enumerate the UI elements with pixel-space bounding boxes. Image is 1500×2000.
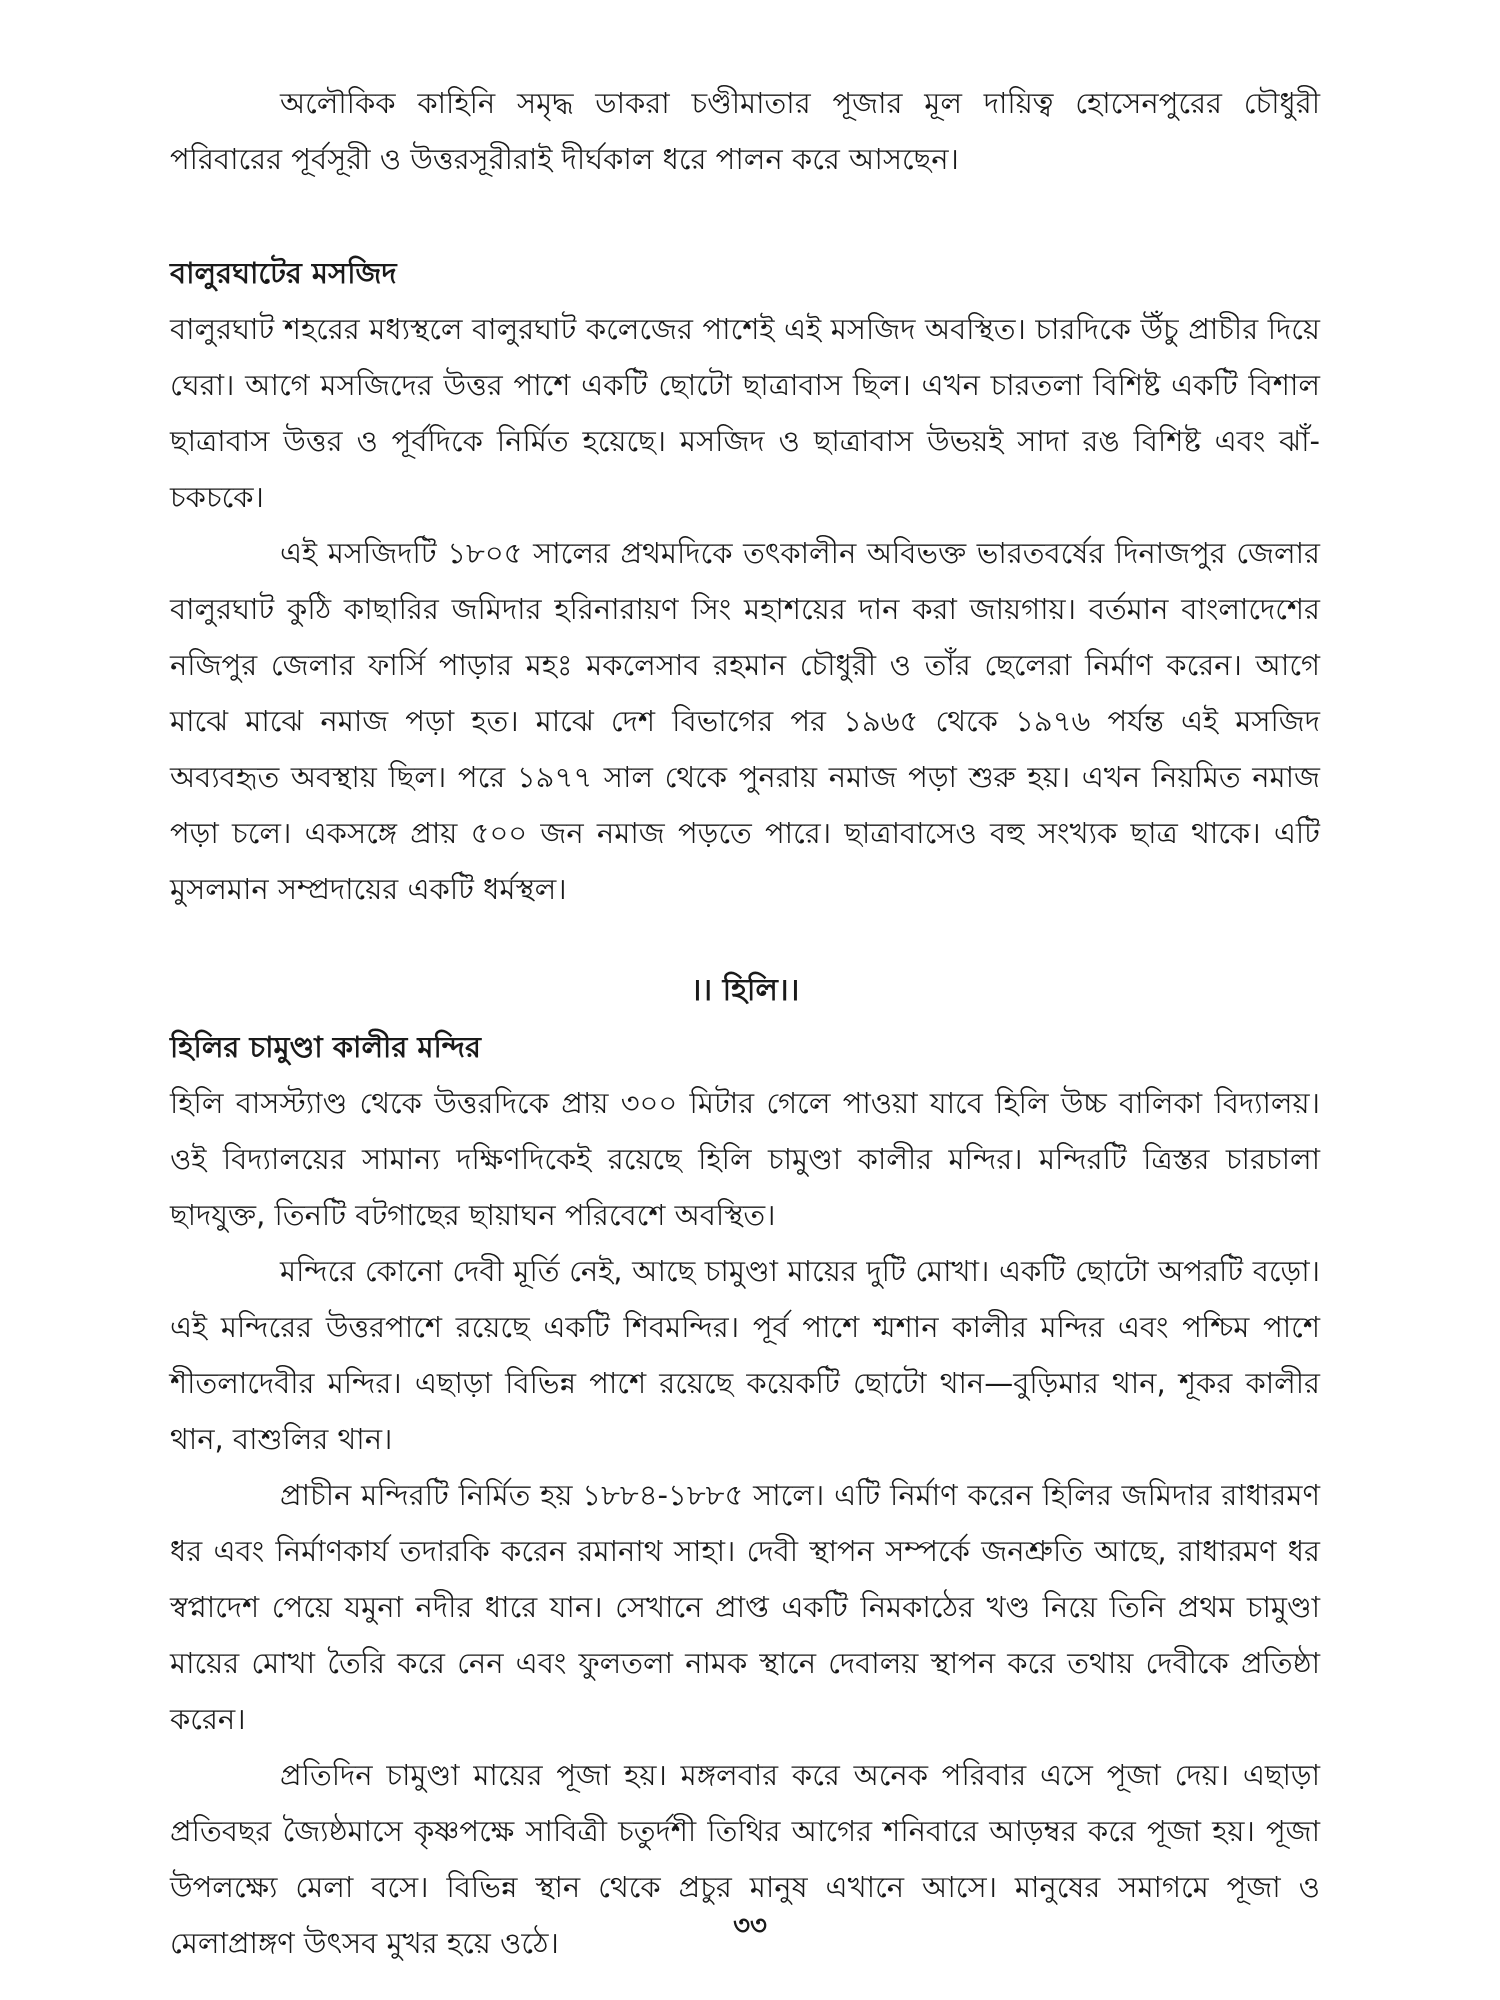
temple-paragraph-2: মন্দিরে কোনো দেবী মূর্তি নেই, আছে চামুণ্ডা মায়ের দুটি মোখা। একটি ছোটো অপরটি বড়ো। এই মন্দিরের উত্তরপাশে রয়েছে একটি শিবমন্দির। পূর্ব পাশে শ্মশান কালীর মন্দির এবং পশ্চিম পাশে শীতলাদেবীর মন্দির। এছাড়া বিভিন্ন পাশে রয়েছে কয়েকটি ছোটো থান—বুড়িমার থান, শূকর কালীর থান, বাশুলির থান। <box>170 1254 1320 1456</box>
page-content <box>170 75 1320 1971</box>
intro-paragraph: অলৌকিক কাহিনি সমৃদ্ধ ডাকরা চণ্ডীমাতার পূজার মূল দায়িত্ব হোসেনপুরের চৌধুরী পরিবারের পূর্বসূরী ও উত্তরসূরীরাই দীর্ঘকাল ধরে পালন করে আসছেন। <box>170 86 1320 176</box>
temple-paragraph-4: প্রতিদিন চামুণ্ডা মায়ের পূজা হয়। মঙ্গলবার করে অনেক পরিবার এসে পূজা দেয়। এছাড়া প্রতিবছর জ্যৈষ্ঠমাসে কৃষ্ণপক্ষে সাবিত্রী চতুর্দশী তিথির আগের শনিবারে আড়ম্বর করে পূজা হয়। পূজা উপলক্ষ্যে মেলা বসে। বিভিন্ন স্থান থেকে প্রচুর মানুষ এখানে আসে। মানুষের সমাগমে পূজা ও মেলাপ্রাঙ্গণ উৎসব মুখর হয়ে ওঠে। <box>170 1758 1320 1960</box>
spacer <box>170 187 1320 245</box>
temple-paragraph-3: প্রাচীন মন্দিরটি নির্মিত হয় ১৮৮৪-১৮৮৫ সালে। এটি নির্মাণ করেন হিলির জমিদার রাধারমণ ধর এবং নির্মাণকার্য তদারকি করেন রমানাথ সাহা। দেবী স্থাপন সম্পর্কে জনশ্রুতি আছে, রাধারমণ ধর স্বপ্নাদেশ পেয়ে যমুনা নদীর ধারে যান। সেখানে প্রাপ্ত একটি নিমকাঠের খণ্ড নিয়ে তিনি প্রথম চামুণ্ডা মায়ের মোখা তৈরি করে নেন এবং ফুলতলা নামক স্থানে দেবালয় স্থাপন করে তথায় দেবীকে প্রতিষ্ঠা করেন। <box>170 1478 1320 1736</box>
spacer <box>170 917 1320 963</box>
page-number: ৩৩ <box>733 1911 767 1941</box>
mosque-paragraph-2: এই মসজিদটি ১৮০৫ সালের প্রথমদিকে তৎকালীন অবিভক্ত ভারতবর্ষের দিনাজপুর জেলার বালুরঘাট কুঠি কাছারির জমিদার হরিনারায়ণ সিং মহাশয়ের দান করা জায়গায়। বর্তমান বাংলাদেশের নজিপুর জেলার ফার্সি পাড়ার মহঃ মকলেসাব রহমান চৌধুরী ও তাঁর ছেলেরা নির্মাণ করেন। আগে মাঝে মাঝে নমাজ পড়া হত। মাঝে দেশ বিভাগের পর ১৯৬৫ থেকে ১৯৭৬ পর্যন্ত এই মসজিদ অব্যবহৃত অবস্থায় ছিল। পরে ১৯৭৭ সাল থেকে পুনরায় নমাজ পড়া শুরু হয়। এখন নিয়মিত নমাজ পড়া চলে। একসঙ্গে প্রায় ৫০০ জন নমাজ পড়তে পারে। ছাত্রাবাসেও বহু সংখ্যক ছাত্র থাকে। এটি মুসলমান সম্প্রদায়ের একটি ধর্মস্থল। <box>170 536 1320 906</box>
temple-paragraph-1: হিলি বাসস্ট্যাণ্ড থেকে উত্তরদিকে প্রায় ৩০০ মিটার গেলে পাওয়া যাবে হিলি উচ্চ বালিকা বিদ্যালয়। ওই বিদ্যালয়ের সামান্য দক্ষিণদিকেই রয়েছে হিলি চামুণ্ডা কালীর মন্দির। মন্দিরটি ত্রিস্তর চারচালা ছাদযুক্ত, তিনটি বটগাছের ছায়াঘন পরিবেশে অবস্থিত। <box>170 1086 1320 1232</box>
temple-heading: হিলির চামুণ্ডা কালীর মন্দির <box>170 1030 482 1064</box>
mosque-paragraph-1: বালুরঘাট শহরের মধ্যস্থলে বালুরঘাট কলেজের পাশেই এই মসজিদ অবস্থিত। চারদিকে উঁচু প্রাচীর দিয়ে ঘেরা। আগে মসজিদের উত্তর পাশে একটি ছোটো ছাত্রাবাস ছিল। এখন চারতলা বিশিষ্ট একটি বিশাল ছাত্রাবাস উত্তর ও পূর্বদিকে নির্মিত হয়েছে। মসজিদ ও ছাত্রাবাস উভয়ই সাদা রঙ বিশিষ্ট এবং ঝাঁ-চকচকে। <box>170 312 1320 514</box>
section-title-hili: ।। হিলি।। <box>690 973 800 1008</box>
mosque-heading: বালুরঘাটের মসজিদ <box>170 256 397 290</box>
